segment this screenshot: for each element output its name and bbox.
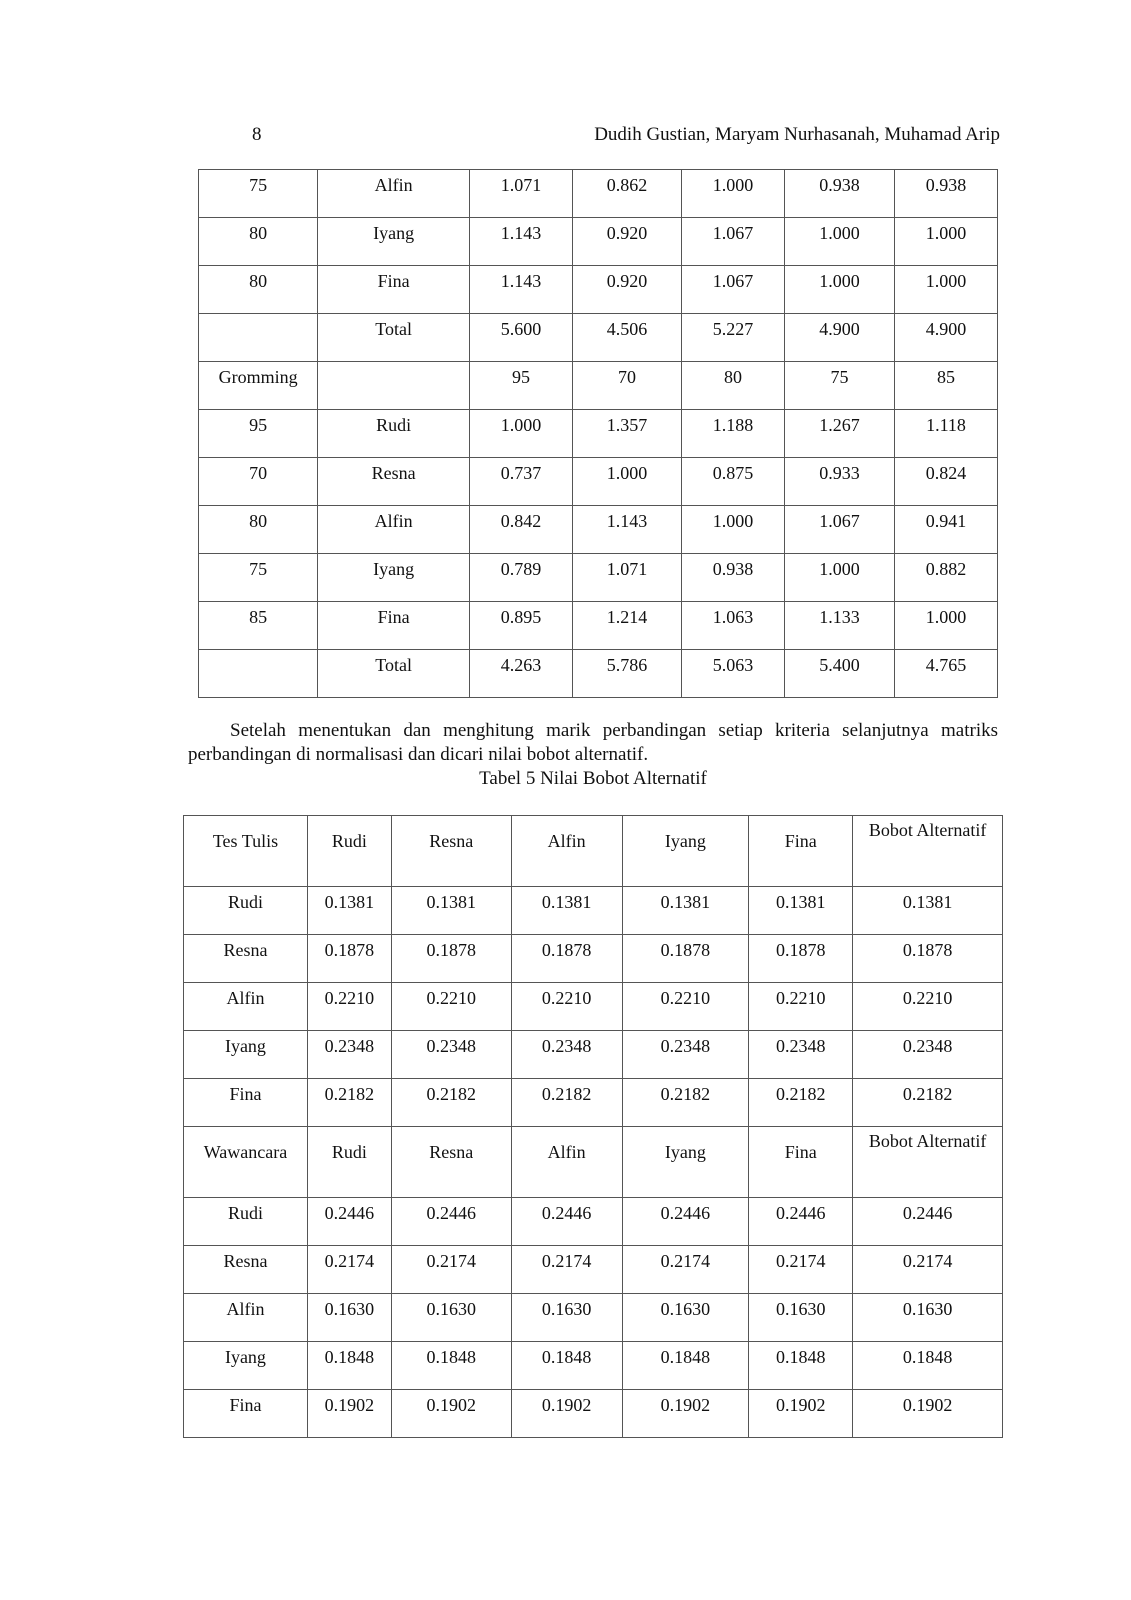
table-cell: 0.842 — [470, 506, 573, 554]
table-cell: 0.1381 — [853, 887, 1003, 935]
table-4-body — [199, 170, 998, 698]
table-row — [199, 170, 998, 218]
table-cell: 85 — [199, 602, 318, 650]
table-cell: 0.2446 — [391, 1198, 511, 1246]
table-cell: Iyang — [184, 1031, 308, 1079]
table-cell: 0.1381 — [749, 887, 853, 935]
table-cell: Alfin — [184, 983, 308, 1031]
table-header-cell: Rudi — [307, 1127, 391, 1198]
table-row — [199, 458, 998, 506]
table-cell: 1.000 — [682, 170, 785, 218]
table-cell: 0.2174 — [307, 1246, 391, 1294]
table-cell: 80 — [199, 218, 318, 266]
table-cell: 0.2174 — [749, 1246, 853, 1294]
table-cell: 0.1848 — [622, 1342, 749, 1390]
table-cell: 1.118 — [895, 410, 998, 458]
table-row — [184, 1390, 1003, 1438]
table-cell: 1.071 — [573, 554, 682, 602]
table-row — [184, 935, 1003, 983]
table-cell: Fina — [318, 266, 470, 314]
table-cell: 75 — [199, 554, 318, 602]
table-cell — [199, 650, 318, 698]
table-cell: 1.000 — [784, 554, 894, 602]
table-cell: Iyang — [184, 1342, 308, 1390]
table-cell: 75 — [199, 170, 318, 218]
table-cell: 1.143 — [573, 506, 682, 554]
table-cell: 1.357 — [573, 410, 682, 458]
table-cell: 5.227 — [682, 314, 785, 362]
table-cell: 1.071 — [470, 170, 573, 218]
table-cell: 0.933 — [784, 458, 894, 506]
table-cell: 0.2210 — [853, 983, 1003, 1031]
table-cell: 1.000 — [895, 602, 998, 650]
table-cell: 0.2446 — [307, 1198, 391, 1246]
table-cell: 0.2348 — [307, 1031, 391, 1079]
table-cell: Total — [318, 314, 470, 362]
table-cell: 1.214 — [573, 602, 682, 650]
table-header-cell: Wawancara — [184, 1127, 308, 1198]
table-cell: 0.862 — [573, 170, 682, 218]
page-number: 8 — [252, 124, 262, 145]
table-cell: 0.737 — [470, 458, 573, 506]
table-cell: 0.2174 — [622, 1246, 749, 1294]
table-header-cell: Rudi — [307, 816, 391, 887]
table-cell: 70 — [573, 362, 682, 410]
table-cell: 1.063 — [682, 602, 785, 650]
table-cell: Iyang — [318, 218, 470, 266]
table-cell: Resna — [184, 1246, 308, 1294]
table-cell: 1.000 — [682, 506, 785, 554]
table-row — [199, 554, 998, 602]
table-cell: 4.900 — [784, 314, 894, 362]
table-cell: 0.1902 — [511, 1390, 622, 1438]
table-cell: 0.1878 — [307, 935, 391, 983]
table-cell: 0.1848 — [307, 1342, 391, 1390]
table-cell: 1.067 — [682, 266, 785, 314]
table-cell: Gromming — [199, 362, 318, 410]
table-row — [199, 218, 998, 266]
table-4-continued — [198, 169, 998, 698]
table-cell: 0.1902 — [391, 1390, 511, 1438]
table-row — [184, 983, 1003, 1031]
table-cell: Rudi — [184, 1198, 308, 1246]
table-cell: 95 — [199, 410, 318, 458]
table-cell: Alfin — [318, 170, 470, 218]
table-cell: 5.063 — [682, 650, 785, 698]
table-header-row — [184, 1127, 1003, 1198]
table-header-cell: Tes Tulis — [184, 816, 308, 887]
table-row — [184, 1031, 1003, 1079]
table-cell: 0.1878 — [749, 935, 853, 983]
table-cell: 0.2348 — [511, 1031, 622, 1079]
table-cell: 0.2174 — [853, 1246, 1003, 1294]
table-cell: 0.1902 — [749, 1390, 853, 1438]
table-cell: 80 — [199, 506, 318, 554]
table-cell: 0.2348 — [391, 1031, 511, 1079]
table-cell: 0.1848 — [749, 1342, 853, 1390]
table-5-bobot-alternatif — [183, 815, 1003, 1438]
table-cell: 0.920 — [573, 218, 682, 266]
table-cell — [318, 362, 470, 410]
table-cell: 0.1630 — [622, 1294, 749, 1342]
table-cell: 1.067 — [784, 506, 894, 554]
table-cell: 4.263 — [470, 650, 573, 698]
table-cell: 1.000 — [470, 410, 573, 458]
table-cell: 5.600 — [470, 314, 573, 362]
table-header-cell: Resna — [391, 1127, 511, 1198]
table-cell: 0.824 — [895, 458, 998, 506]
table-cell: Fina — [318, 602, 470, 650]
table-row — [184, 887, 1003, 935]
table-cell: 0.1848 — [391, 1342, 511, 1390]
table-cell — [199, 314, 318, 362]
body-paragraph-text: Setelah menentukan dan menghitung marik perbandingan setiap kriteria selanjutnya matriks perbandingan di normalisasi dan dicari nilai bobot alternatif. — [188, 720, 998, 765]
table-cell: 1.000 — [895, 218, 998, 266]
table-cell: 70 — [199, 458, 318, 506]
table-cell: 0.2210 — [749, 983, 853, 1031]
table-cell: 1.000 — [895, 266, 998, 314]
table-cell: 0.2182 — [307, 1079, 391, 1127]
table-cell: 0.938 — [895, 170, 998, 218]
table-cell: 1.267 — [784, 410, 894, 458]
table-cell: Total — [318, 650, 470, 698]
table-5-caption: Tabel 5 Nilai Bobot Alternatif — [479, 768, 707, 789]
table-cell: 1.143 — [470, 266, 573, 314]
table-cell: 0.789 — [470, 554, 573, 602]
table-cell: 0.1848 — [511, 1342, 622, 1390]
table-cell: 0.875 — [682, 458, 785, 506]
table-cell: Fina — [184, 1079, 308, 1127]
table-cell: 0.1381 — [307, 887, 391, 935]
table-5-body — [184, 816, 1003, 1438]
table-row — [184, 1294, 1003, 1342]
table-cell: 0.1630 — [749, 1294, 853, 1342]
table-cell: 0.1381 — [511, 887, 622, 935]
table-cell: 0.2182 — [391, 1079, 511, 1127]
running-head-authors: Dudih Gustian, Maryam Nurhasanah, Muhamad Arip — [594, 124, 1000, 145]
table-cell: 0.2210 — [307, 983, 391, 1031]
table-cell: Alfin — [184, 1294, 308, 1342]
table-header-cell: Iyang — [622, 1127, 749, 1198]
table-cell: 0.938 — [784, 170, 894, 218]
table-cell: 0.1848 — [853, 1342, 1003, 1390]
table-row — [199, 506, 998, 554]
table-cell: 1.000 — [784, 218, 894, 266]
table-row — [199, 314, 998, 362]
table-cell: 0.1902 — [622, 1390, 749, 1438]
table-header-cell: Alfin — [511, 1127, 622, 1198]
table-row — [199, 602, 998, 650]
table-cell: 0.1630 — [391, 1294, 511, 1342]
table-header-cell: Resna — [391, 816, 511, 887]
table-cell: 1.143 — [470, 218, 573, 266]
table-cell: 0.938 — [682, 554, 785, 602]
table-cell: 0.2446 — [749, 1198, 853, 1246]
table-row — [184, 1079, 1003, 1127]
table-header-cell: Fina — [749, 816, 853, 887]
table-cell: 0.1878 — [391, 935, 511, 983]
table-cell: 5.786 — [573, 650, 682, 698]
table-cell: 0.1878 — [511, 935, 622, 983]
table-cell: 0.1381 — [622, 887, 749, 935]
table-cell: 0.2182 — [853, 1079, 1003, 1127]
table-cell: 4.900 — [895, 314, 998, 362]
table-row — [199, 266, 998, 314]
table-cell: 0.920 — [573, 266, 682, 314]
table-cell: 0.2446 — [511, 1198, 622, 1246]
table-cell: 0.2182 — [511, 1079, 622, 1127]
table-header-cell: Bobot Alternatif — [853, 816, 1003, 887]
table-cell: 1.133 — [784, 602, 894, 650]
table-cell: 4.765 — [895, 650, 998, 698]
table-cell: 0.1630 — [853, 1294, 1003, 1342]
table-cell: Alfin — [318, 506, 470, 554]
table-cell: Resna — [184, 935, 308, 983]
table-cell: 1.067 — [682, 218, 785, 266]
table-cell: 0.895 — [470, 602, 573, 650]
table-header-row — [184, 816, 1003, 887]
table-cell: 1.188 — [682, 410, 785, 458]
table-cell: 0.2210 — [622, 983, 749, 1031]
table-header-cell: Iyang — [622, 816, 749, 887]
table-cell: Rudi — [318, 410, 470, 458]
table-row — [199, 650, 998, 698]
table-cell: 0.2446 — [622, 1198, 749, 1246]
table-cell: 0.1902 — [307, 1390, 391, 1438]
table-row — [184, 1198, 1003, 1246]
table-cell: 0.941 — [895, 506, 998, 554]
table-cell: 0.2182 — [622, 1079, 749, 1127]
table-cell: 1.000 — [784, 266, 894, 314]
table-cell: 0.2210 — [511, 983, 622, 1031]
table-cell: 0.1630 — [511, 1294, 622, 1342]
table-cell: 0.2182 — [749, 1079, 853, 1127]
table-cell: 0.2348 — [749, 1031, 853, 1079]
table-cell: 0.1902 — [853, 1390, 1003, 1438]
table-row — [199, 410, 998, 458]
table-cell: 0.1381 — [391, 887, 511, 935]
table-cell: 0.2446 — [853, 1198, 1003, 1246]
table-cell: 0.1878 — [622, 935, 749, 983]
table-cell: 80 — [199, 266, 318, 314]
table-cell: 0.1878 — [853, 935, 1003, 983]
table-cell: 0.2210 — [391, 983, 511, 1031]
table-cell: 0.2174 — [511, 1246, 622, 1294]
table-cell: 0.2348 — [853, 1031, 1003, 1079]
table-row — [199, 362, 998, 410]
table-cell: 5.400 — [784, 650, 894, 698]
table-cell: 1.000 — [573, 458, 682, 506]
table-cell: 4.506 — [573, 314, 682, 362]
table-header-cell: Fina — [749, 1127, 853, 1198]
table-cell: 75 — [784, 362, 894, 410]
table-cell: Rudi — [184, 887, 308, 935]
table-cell: Iyang — [318, 554, 470, 602]
table-cell: 0.2174 — [391, 1246, 511, 1294]
table-cell: 95 — [470, 362, 573, 410]
table-cell: 0.1630 — [307, 1294, 391, 1342]
table-cell: 0.2348 — [622, 1031, 749, 1079]
table-cell: 0.882 — [895, 554, 998, 602]
table-header-cell: Bobot Alternatif — [853, 1127, 1003, 1198]
table-cell: 85 — [895, 362, 998, 410]
body-paragraph — [188, 719, 998, 767]
table-cell: 80 — [682, 362, 785, 410]
table-cell: Fina — [184, 1390, 308, 1438]
table-row — [184, 1246, 1003, 1294]
table-header-cell: Alfin — [511, 816, 622, 887]
table-row — [184, 1342, 1003, 1390]
table-cell: Resna — [318, 458, 470, 506]
